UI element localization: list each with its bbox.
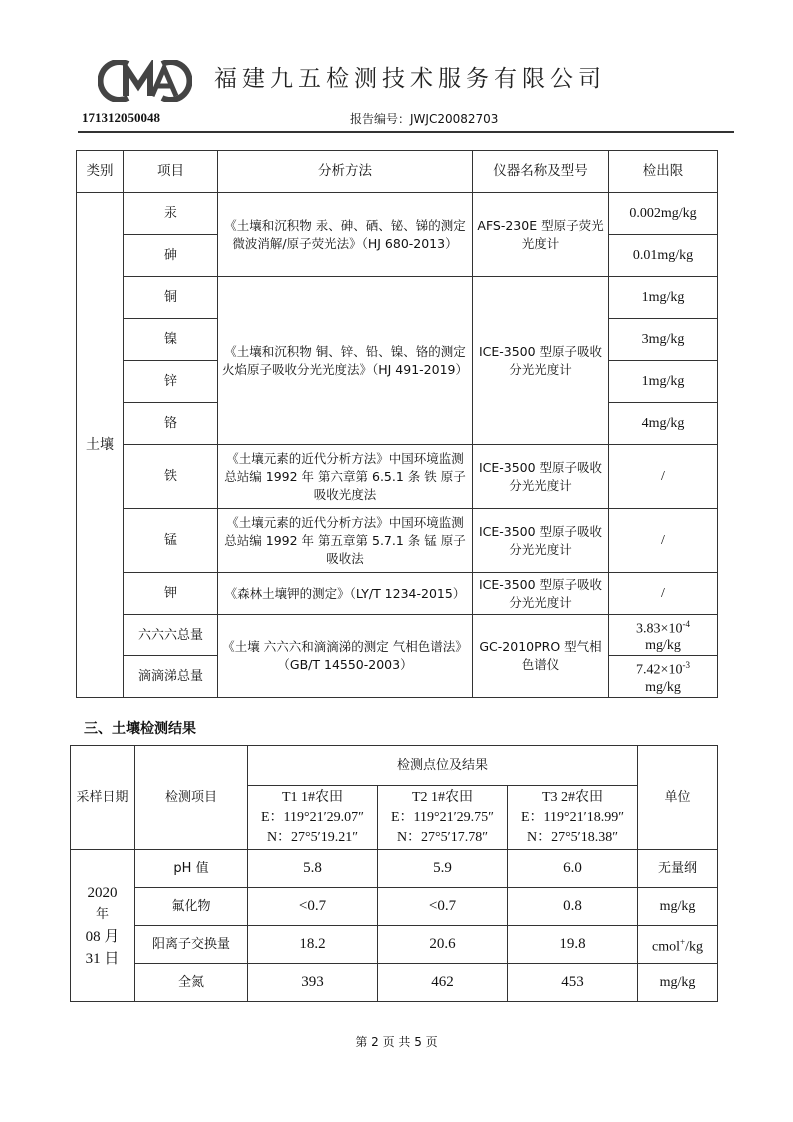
value-cell: 5.9 [378, 850, 508, 888]
table-row [77, 277, 718, 319]
limit-cr: 4mg/kg [609, 403, 718, 445]
item-hg: 汞 [124, 193, 218, 235]
unit-cell: mg/kg [638, 964, 718, 1002]
instrument-afs: AFS-230E 型原子荧光光度计 [473, 193, 609, 277]
value-cell: 5.8 [248, 850, 378, 888]
limit-ddt-base: 7.42×10 [636, 662, 683, 678]
point-t1 [248, 786, 378, 850]
date-month: 08 月 [85, 928, 120, 945]
unit-tail: /kg [685, 939, 704, 955]
header-unit: 单位 [638, 746, 718, 850]
item-as: 砷 [124, 235, 218, 277]
point-north: N：27°5′19.21″ [266, 829, 359, 845]
point-east: E：119°21′18.99″ [521, 809, 625, 825]
value-cell: 393 [248, 964, 378, 1002]
report-number: 报告编号：JWJC20082703 [350, 112, 499, 126]
value-cell: 0.8 [508, 888, 638, 926]
table-row [71, 926, 718, 964]
point-name: T2 1#农田 [411, 789, 474, 805]
method-fe: 《土壤元素的近代分析方法》中国环境监测总站编 1992 年 第六章第 6.5.1 条 铁 原子吸收光度法 [218, 445, 473, 509]
method-hj491: 《土壤和沉积物 铜、锌、铅、镍、铬的测定 火焰原子吸收分光光度法》（HJ 491-2019） [218, 277, 473, 445]
header-limit: 检出限 [609, 151, 718, 193]
value-cell: 18.2 [248, 926, 378, 964]
value-cell: 6.0 [508, 850, 638, 888]
point-name: T1 1#农田 [281, 789, 344, 805]
point-north: N：27°5′17.78″ [396, 829, 489, 845]
point-north: N：27°5′18.38″ [526, 829, 619, 845]
point-east: E：119°21′29.75″ [390, 809, 495, 825]
item-fluoride: 氟化物 [135, 888, 248, 926]
value-cell: 20.6 [378, 926, 508, 964]
value-cell: <0.7 [248, 888, 378, 926]
header-category: 类别 [77, 151, 124, 193]
item-ddt: 滴滴涕总量 [124, 656, 218, 698]
table-row [77, 573, 718, 615]
item-cec: 阳离子交换量 [135, 926, 248, 964]
page-footer: 第 2 页 共 5 页 [355, 1035, 438, 1049]
header-instrument: 仪器名称及型号 [473, 151, 609, 193]
item-ni: 镍 [124, 319, 218, 361]
unit-base: cmol [652, 939, 681, 955]
limit-ddt-unit: mg/kg [645, 679, 681, 695]
method-hj680: 《土壤和沉积物 汞、砷、硒、铋、锑的测定 微波消解/原子荧光法》（HJ 680-2013） [218, 193, 473, 277]
unit-cell [638, 926, 718, 964]
limit-zn: 1mg/kg [609, 361, 718, 403]
limit-bhc-exp: -4 [682, 618, 690, 629]
item-bhc: 六六六总量 [124, 615, 218, 656]
limit-fe: / [609, 445, 718, 509]
value-cell: 453 [508, 964, 638, 1002]
header-item: 项目 [124, 151, 218, 193]
limit-bhc-base: 3.83×10 [636, 621, 683, 637]
value-cell: 19.8 [508, 926, 638, 964]
limit-as: 0.01mg/kg [609, 235, 718, 277]
item-fe: 铁 [124, 445, 218, 509]
category-cell: 土壤 [77, 193, 124, 698]
table-row [77, 193, 718, 235]
point-name: T3 2#农田 [541, 789, 604, 805]
unit-cell: 无量纲 [638, 850, 718, 888]
header-sampling-date: 采样日期 [71, 746, 135, 850]
methods-table [76, 150, 718, 698]
item-k: 钾 [124, 573, 218, 615]
point-t3 [508, 786, 638, 850]
value-cell: 462 [378, 964, 508, 1002]
limit-k: / [609, 573, 718, 615]
unit-sup: + [680, 936, 686, 947]
instrument-ice-2: ICE-3500 型原子吸收分光光度计 [473, 445, 609, 509]
unit-cell: mg/kg [638, 888, 718, 926]
item-mn: 锰 [124, 509, 218, 573]
limit-ddt [609, 656, 718, 698]
header-test-item: 检测项目 [135, 746, 248, 850]
header-method: 分析方法 [218, 151, 473, 193]
certificate-number: 171312050048 [82, 110, 160, 125]
point-t2 [378, 786, 508, 850]
company-name: 福建九五检测技术服务有限公司 [214, 66, 606, 92]
cma-logo-icon [98, 60, 192, 102]
value-cell: <0.7 [378, 888, 508, 926]
method-mn: 《土壤元素的近代分析方法》中国环境监测总站编 1992 年 第五章第 5.7.1 条 锰 原子吸收法 [218, 509, 473, 573]
instrument-ice-1: ICE-3500 型原子吸收分光光度计 [473, 277, 609, 445]
instrument-ice-3: ICE-3500 型原子吸收分光光度计 [473, 509, 609, 573]
item-zn: 锌 [124, 361, 218, 403]
instrument-ice-4: ICE-3500 型原子吸收分光光度计 [473, 573, 609, 615]
table-row [77, 615, 718, 656]
item-ph: pH 值 [135, 850, 248, 888]
point-east: E：119°21′29.07″ [260, 809, 365, 825]
item-cu: 铜 [124, 277, 218, 319]
table-row [71, 964, 718, 1002]
results-table [70, 745, 718, 1002]
limit-ni: 3mg/kg [609, 319, 718, 361]
section-title: 三、土壤检测结果 [84, 721, 196, 737]
limit-bhc-unit: mg/kg [645, 638, 681, 654]
date-year-char: 年 [95, 906, 109, 922]
methods-header-row [77, 151, 718, 193]
limit-hg: 0.002mg/kg [609, 193, 718, 235]
date-year: 2020 [87, 884, 118, 901]
item-total-nitrogen: 全氮 [135, 964, 248, 1002]
results-header-row-1 [71, 746, 718, 786]
date-day: 31 日 [85, 950, 120, 967]
instrument-gc: GC-2010PRO 型气相色谱仪 [473, 615, 609, 698]
table-row [71, 888, 718, 926]
method-k: 《森林土壤钾的测定》（LY/T 1234-2015） [218, 573, 473, 615]
table-row [77, 445, 718, 509]
table-row [77, 509, 718, 573]
limit-cu: 1mg/kg [609, 277, 718, 319]
header-rule [78, 131, 734, 133]
limit-bhc [609, 615, 718, 656]
sampling-date [71, 850, 135, 1002]
table-row [71, 850, 718, 888]
limit-ddt-exp: -3 [682, 660, 690, 671]
limit-mn: / [609, 509, 718, 573]
item-cr: 铬 [124, 403, 218, 445]
header-points: 检测点位及结果 [248, 746, 638, 786]
method-gb14550: 《土壤 六六六和滴滴涕的测定 气相色谱法》（GB/T 14550-2003） [218, 615, 473, 698]
